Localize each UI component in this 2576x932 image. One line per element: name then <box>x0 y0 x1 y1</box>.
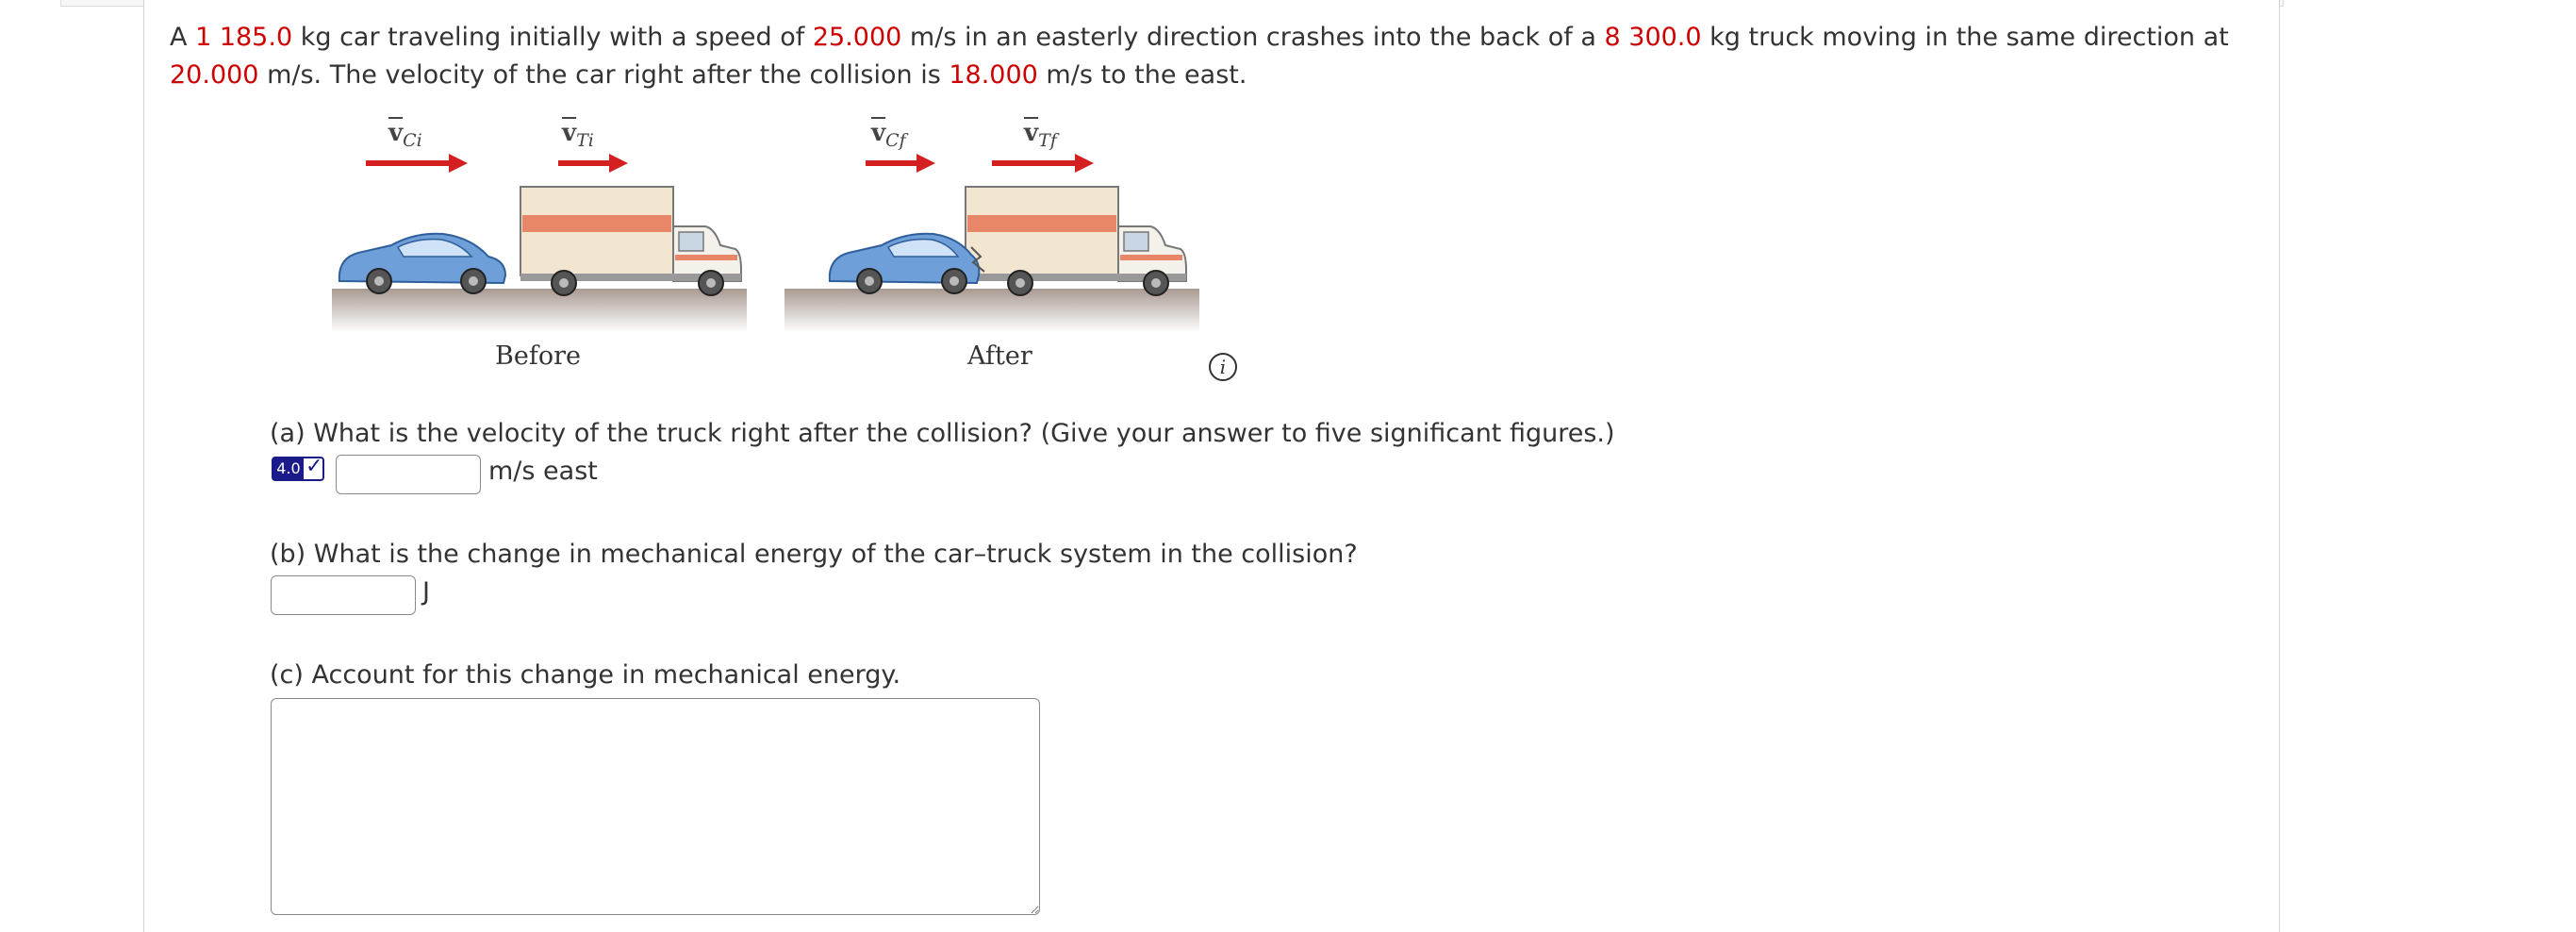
label-v-car-initial: $\overline{v}_{Ci}$ <box>388 119 422 152</box>
after-label: After <box>967 341 1032 371</box>
road-before <box>332 289 747 332</box>
car-final-speed-value: 18.000 <box>949 60 1038 90</box>
question-b-text: (b) What is the change in mechanical energy of the car–truck system in the collision? <box>270 540 1358 569</box>
road-after <box>784 289 1199 332</box>
check-icon: ✓ <box>305 455 323 478</box>
answer-b-unit: J <box>422 577 430 607</box>
problem-statement: A 1 185.0 kg car traveling initially with a speed of 25.000 m/s in an easterly direction crashes into the back of a 8 300.0 kg truck moving in the same direction at 20.000 m/s. The velocity of the car right after the collision is 18.000 m/s to the east. <box>170 23 2229 90</box>
car-speed-value: 25.000 <box>812 23 902 52</box>
attempt-count: 4.0 <box>273 458 304 479</box>
car-mass-value: 1 185.0 <box>195 23 293 52</box>
before-label: Before <box>495 341 581 371</box>
collision-illustration <box>321 115 1207 389</box>
question-c-text: (c) Account for this change in mechanical energy. <box>270 660 901 690</box>
car-after <box>830 234 984 293</box>
velocity-arrow-truck-final <box>992 154 1094 173</box>
velocity-arrow-car-initial <box>366 154 468 173</box>
answer-a-unit: m/s east <box>488 457 598 486</box>
attempt-badge <box>272 457 324 481</box>
label-v-truck-final: $\overline{v}_{Tf}$ <box>1024 119 1057 152</box>
car-before <box>339 234 505 293</box>
label-v-truck-initial: $\overline{v}_{Ti}$ <box>562 119 594 152</box>
answer-a-input[interactable] <box>336 455 481 494</box>
truck-before <box>520 187 741 295</box>
truck-speed-value: 20.000 <box>170 60 259 90</box>
answer-b-input[interactable] <box>271 575 416 615</box>
velocity-arrow-car-final <box>866 154 935 173</box>
question-a-text: (a) What is the velocity of the truck right after the collision? (Give your answer to five significant figures.) <box>270 419 1615 448</box>
velocity-arrow-truck-initial <box>558 154 628 173</box>
label-v-car-final: $\overline{v}_{Cf}$ <box>871 119 906 152</box>
truck-mass-value: 8 300.0 <box>1604 23 1702 52</box>
info-icon[interactable]: i <box>1209 353 1237 381</box>
answer-c-textarea[interactable] <box>271 698 1040 915</box>
collision-figure <box>321 115 1207 389</box>
truck-after <box>966 187 1186 295</box>
